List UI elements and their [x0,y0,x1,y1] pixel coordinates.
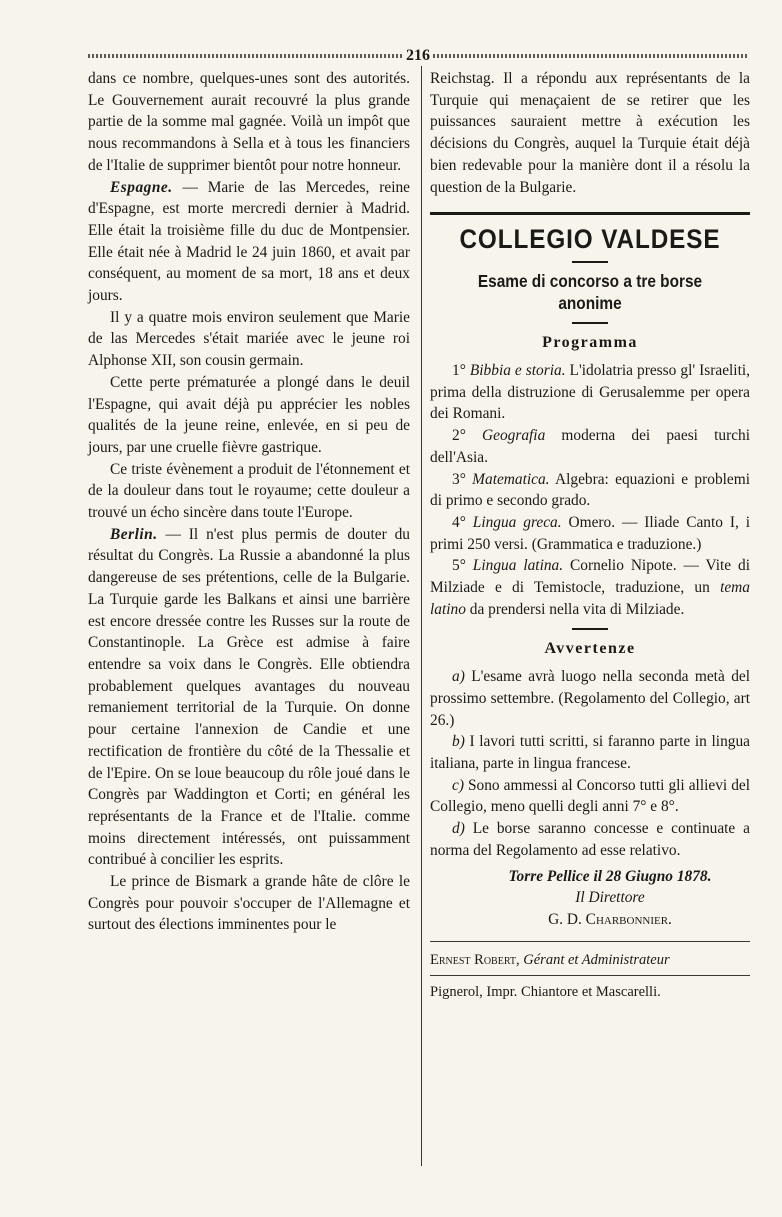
section-rule [430,212,750,215]
avvertenze-dash [572,628,608,630]
programma-item [430,360,750,425]
item-label: Geografia [482,427,546,445]
item-number: 2° [452,427,466,445]
avvertenza-item [430,775,750,818]
item-text: da prendersi nella vita di Milziade. [465,600,685,618]
title-dash [572,261,608,263]
note-letter: d) [452,820,465,838]
subtitle-dash [572,322,608,324]
note-text: I lavori tutti scritti, si faranno parte in lingua italiana, parte in lingua francese. [430,733,750,772]
programma-heading: Programma [542,334,638,352]
place-date: Torre Pellice il 28 Giugno 1878. [508,867,712,885]
item-label: tema latino [430,579,750,618]
keyword-berlin: Berlin. [110,525,158,543]
note-text: Sono ammessi al Concorso tutti gli allievi del Collegio, meno quelli degli anni 7° e 8°. [430,776,750,816]
item-number: 5° [452,557,466,575]
footer-rule-top [430,941,750,942]
note-letter: c) [452,776,464,794]
item-label: Bibbia e storia. [469,362,566,380]
avvertenza-item [430,666,750,731]
paragraph-sella: dans ce nombre, quelques-unes sont des autorités. Le Gouvernement aurait recouvré la plus grande partie de la somme mal gagnée. Voilà un impôt que nous recommandons à Sella et à tous les financiers de l'Italie de supprimer bientôt pour notre honneur. [88,70,410,174]
header-rule-left [88,54,403,58]
note-text: Le borse saranno concesse e continuate a norma del Regolamento ad esse relativo. [430,820,750,859]
left-column [88,68,410,936]
paragraph-deuil: Cette perte prématurée a plongé dans le deuil l'Espagne, qui avait déjà pu apprécier les nobles qualités de la jeune reine, enlevée, en si peu de jours, par une cruelle fièvre gastrique. [88,373,410,456]
item-text: moderna dei paesi turchi dell'Asia. [430,427,750,466]
header-rule-right [433,54,748,58]
item-text: Cornelio Nipote. — Vite di Milziade e di Temistocle, traduzione, un [430,557,750,597]
item-label: Lingua greca. [472,513,562,531]
programma-item [430,469,750,512]
keyword-espagne: Espagne. [110,178,173,196]
page-header [88,48,748,64]
footer-publisher-line [430,950,750,972]
signer-name: G. D. Charbonnier. [548,910,672,928]
paragraph-bismark: Le prince de Bismark a grande hâte de clôre le Congrès pour pouvoir s'occuper de l'Allemagne et surtout des élections imminentes pour le [88,873,410,934]
programma-item [430,425,750,468]
item-number: 1° [452,362,466,380]
paragraph-berlin [88,524,410,871]
programma-item [430,555,750,620]
right-column [430,68,750,1004]
paragraph-mariage: Il y a quatre mois environ seulement que Marie de las Mercedes s'était mariée avec le jeune roi Alphonse XII, son cousin germain. [88,308,410,370]
item-text: Omero. — Iliade Canto I, i primi 250 versi. (Grammatica e traduzione.) [430,513,750,553]
paragraph-berlin-text: — Il n'est plus permis de douter du résultat du Congrès. La Russie a abandonné la plus dangereuse de ses prétentions, celle de la Bulgarie. La Turquie garde les Balkans et ainsi une barrière est encore dressée contre les Russes sur la route de Constantinople. La Grèce est admise à faire entendre sa voix dans le Congrès. Elle obtiendra probablement quelques avantages du nouveau remaniement territorial de la Turquie. On donne pour certaine l'annexion de Candie et une rectification de frontière du côté de la Thessalie et de l'Epire. On se loue beaucoup du rôle joué dans le Congrès par Waddington et Corti; en général les représentants de la France et de l'Italie. comme moins directement intéressés, ont puissamment contribué à concilier les esprits. [88,525,410,869]
footer-printer: Pignerol, Impr. Chiantore et Mascarelli. [430,984,661,1001]
item-number: 4° [452,513,466,531]
page-number: 216 [406,47,430,64]
item-text: Algebra: equazioni e problemi di primo e secondo grado. [430,470,750,510]
publisher-name: Ernest Robert, [430,951,520,968]
publisher-role: Gérant et Administrateur [523,951,670,968]
avvertenza-item [430,731,750,774]
item-number: 3° [452,470,466,488]
paragraph-evenement: Ce triste évènement a produit de l'étonnement et de la douleur dans tout le royaume; cette douleur a trouvé un écho sincère dans toute l'Europe. [88,460,410,522]
paragraph-espagne-text: — Marie de las Mercedes, reine d'Espagne, est morte mercredi dernier à Madrid. Elle était la troisième fille du duc de Montpensier. Elle était née à Madrid le 24 juin 1860, et avait par conséquent, au moment de sa mort, 18 ans et deux jours. [88,178,410,305]
item-label: Matematica. [472,470,550,488]
note-text: L'esame avrà luogo nella seconda metà del prossimo settembre. (Regolamento del Collegio, art 26.) [430,668,750,729]
paragraph-espagne [88,177,410,307]
footer-rule-bottom [430,975,750,976]
avvertenze-heading: Avvertenze [544,640,636,658]
notice-title: COLLEGIO VALDESE [459,224,721,255]
paragraph-reichstag: Reichstag. Il a répondu aux représentants de la Turquie qui menaçaient de se retirer que les puissances sauraient mettre à exécution les décisions du Congrès, auquel la Turquie était déjà bien redevable pour la manière dont il a résolu la question de la Bulgarie. [430,70,750,196]
signer-role: Il Direttore [575,889,645,907]
note-letter: b) [452,733,465,751]
item-label: Lingua latina. [472,557,564,575]
item-text: L'idolatria presso gl' Israeliti, prima della distruzione di Gerusalemme per opera dei Romani. [430,362,750,423]
programma-item [430,512,750,555]
notice-subtitle: Esame di concorso a tre borse anonime [477,270,703,313]
column-divider [421,66,422,1166]
note-letter: a) [452,668,465,686]
avvertenza-item [430,818,750,861]
